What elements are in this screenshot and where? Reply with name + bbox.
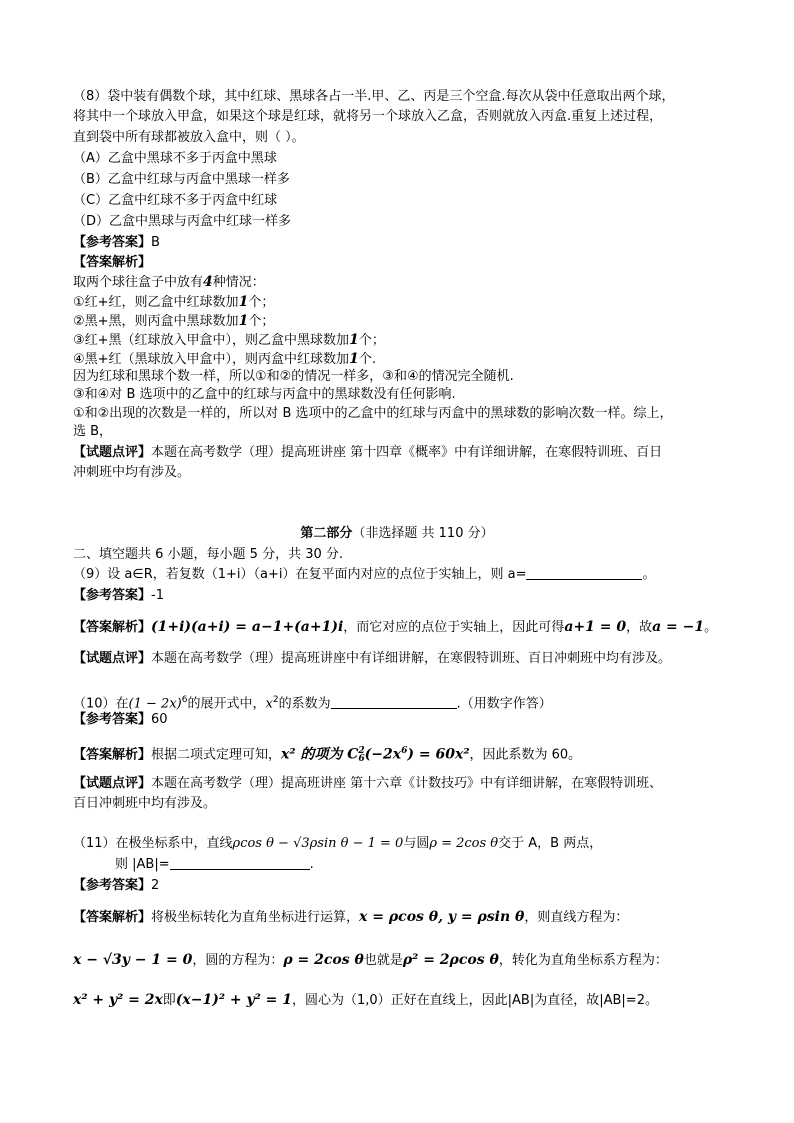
number: 1	[349, 332, 359, 348]
formula: )	[407, 746, 415, 763]
text: 根据二项式定理可知，	[151, 747, 282, 763]
comment-label: 【试题点评】	[73, 445, 152, 460]
q8-analysis-label: 【答案解析】	[73, 255, 152, 270]
q8-analysis-line-4	[73, 330, 385, 351]
text: ，圆心为（1,0）正好在直线上，因此|AB|为直径，故|AB|=2。	[291, 993, 658, 1008]
answer-label: 【参考答案】	[73, 588, 152, 603]
text: ，而它对应的点位于实轴上，因此可得	[343, 620, 565, 635]
formula: (1+i)(a+i) = a−1+(a+1)i	[151, 619, 344, 635]
text: （11）在极坐标系中，直线	[73, 836, 233, 851]
text: ，因此系数为 60。	[469, 747, 582, 763]
number: 1	[238, 294, 249, 310]
q10-comment-line-1	[73, 774, 662, 794]
comment-text: 本题在高考数学（理）提高班讲座 第十六章《计数技巧》中有详细讲解，在寒假特训班、	[151, 776, 663, 791]
q10-answer	[73, 710, 168, 730]
comment-label: 【试题点评】	[73, 776, 152, 791]
q8-analysis-line-8: ①和②出现的次数是一样的，所以对 B 选项中的乙盒中的红球与丙盒中的黑球数的影响次数一样。综上，	[73, 406, 673, 421]
formula: x = ρcos θ, y = ρsin θ	[359, 909, 525, 925]
exponent: 6	[401, 746, 408, 756]
formula: ρcos θ − √3ρsin θ − 1 = 0	[232, 836, 404, 851]
answer-value: 60	[151, 712, 168, 727]
answer-blank	[170, 856, 310, 870]
text: ，圆的方程为：	[192, 953, 284, 968]
text: 则 |AB|=	[115, 857, 170, 872]
q8-analysis-line-3	[73, 311, 274, 332]
formula: (1 − 2x)	[128, 696, 182, 712]
q11-stem-line-2	[115, 855, 314, 875]
q8-stem-line-2: 将其中一个球放入甲盒，如果这个球是红球，就将另一个球放入乙盒，否则就放入丙盒.重复上述过程，	[73, 109, 663, 124]
q8-option-c: （C）乙盒中红球不多于丙盒中红球	[73, 193, 278, 208]
answer-label: 【参考答案】	[73, 235, 152, 250]
text: 个；	[358, 333, 385, 348]
q11-analysis-line-3	[73, 990, 658, 1011]
comment-text: 本题在高考数学（理）提高班讲座中有详细讲解，在寒假特训班、百日冲刺班中均有涉及。	[151, 651, 672, 666]
q9-stem	[73, 565, 655, 585]
text: ④黑+红（黑球放入甲盒中），则丙盒中红球数加	[73, 352, 350, 367]
q8-stem-line-3: 直到袋中所有球都被放入盒中，则（ ）。	[73, 130, 305, 145]
q8-stem-line-1: （8）袋中装有偶数个球，其中红球、黑球各占一半.甲、乙、丙是三个空盒.每次从袋中任意取出两个球，	[73, 89, 675, 104]
q9-stem-text: （9）设 a∈R，若复数（1+i）（a+i）在复平面内对应的点位于实轴上，则 a=	[73, 567, 527, 582]
q11-analysis-line-2	[73, 950, 668, 971]
q8-answer	[73, 233, 160, 253]
text: ，故	[626, 620, 653, 635]
text: 即	[162, 993, 176, 1008]
answer-blank	[331, 695, 457, 709]
text: 交于 A，B 两点，	[498, 836, 603, 851]
text: （10）在	[73, 696, 129, 712]
q11-answer	[73, 876, 159, 896]
formula: (x−1)² + y² = 1	[175, 992, 292, 1008]
text: 个.	[358, 352, 376, 367]
q9-analysis	[73, 617, 717, 638]
text: 将极坐标转化为直角坐标进行运算，	[151, 910, 360, 925]
text: 取两个球往盒子中放有	[73, 275, 204, 290]
formula: x² + y² = 2x	[73, 992, 163, 1008]
q8-analysis-line-2	[73, 292, 274, 313]
formula: (−2x	[364, 746, 402, 763]
formula: x² 的项为 C	[281, 746, 359, 763]
q9-comment	[73, 649, 671, 669]
q11-stem-line-1	[73, 834, 602, 854]
text: ②黑+黑，则丙盒中黑球数加	[73, 314, 239, 329]
formula: ρ = 2cos θ	[429, 836, 499, 851]
text: 与圆	[403, 836, 430, 851]
part2-title-rest: （非选择题 共 110 分）	[352, 526, 494, 541]
answer-blank	[526, 566, 642, 580]
analysis-label: 【答案解析】	[73, 747, 152, 763]
formula: = 60x²	[414, 746, 470, 763]
text: 的系数为	[278, 696, 331, 712]
exponent: 2	[272, 695, 279, 705]
q8-comment-line-1	[73, 443, 662, 463]
q8-option-d: （D）乙盒中黑球与丙盒中红球一样多	[73, 214, 292, 229]
part2-title-bold: 第二部分	[300, 526, 353, 541]
q9-answer	[73, 586, 164, 606]
q10-analysis	[73, 741, 581, 765]
text: 个；	[248, 314, 275, 329]
answer-label: 【参考答案】	[73, 712, 152, 727]
q9-stem-end: 。	[642, 567, 656, 582]
text: .	[309, 857, 314, 872]
part2-intro: 二、填空题共 6 小题，每小题 5 分，共 30 分.	[73, 547, 344, 562]
text: 个；	[248, 295, 275, 310]
q8-option-a: （A）乙盒中黑球不多于丙盒中黑球	[73, 151, 277, 166]
analysis-label: 【答案解析】	[73, 620, 152, 635]
binomial-bottom: 6	[358, 754, 365, 765]
text: 。	[704, 620, 718, 635]
binomial-top: 2	[358, 746, 365, 757]
formula: ρ² = 2ρcos θ	[402, 952, 499, 968]
exponent: 6	[181, 695, 188, 705]
number: 1	[238, 313, 249, 329]
answer-value: -1	[151, 588, 164, 603]
analysis-label: 【答案解析】	[73, 910, 152, 925]
answer-label: 【参考答案】	[73, 878, 152, 893]
q11-analysis-line-1	[73, 907, 628, 928]
formula: a = −1	[652, 619, 705, 635]
formula: x	[265, 696, 273, 712]
text: 种情况：	[212, 275, 265, 290]
q10-comment-line-2: 百日冲刺班中均有涉及。	[73, 796, 217, 811]
number: 4	[203, 274, 213, 290]
text: ①红+红，则乙盒中红球数加	[73, 295, 239, 310]
q8-analysis-line-1	[73, 272, 265, 293]
q8-analysis-line-6: 因为红球和黑球个数一样，所以①和②的情况一样多，③和④的情况完全随机.	[73, 369, 514, 384]
formula: a+1 = 0	[564, 619, 627, 635]
q8-option-b: （B）乙盒中红球与丙盒中黑球一样多	[73, 172, 290, 187]
text: 的展开式中，	[187, 696, 266, 712]
text: 也就是	[363, 953, 403, 968]
answer-value: 2	[151, 878, 160, 893]
q8-analysis-line-7: ③和④对 B 选项中的乙盒中的红球与丙盒中的黑球数没有任何影响.	[73, 387, 456, 402]
text: .（用数字作答）	[456, 696, 552, 712]
number: 1	[349, 351, 359, 367]
comment-label: 【试题点评】	[73, 651, 152, 666]
text: ③红+黑（红球放入甲盒中），则乙盒中黑球数加	[73, 333, 350, 348]
text: ，则直线方程为：	[524, 910, 629, 925]
q8-analysis-line-9: 选 B，	[73, 424, 113, 439]
answer-value: B	[151, 235, 160, 250]
text: ，转化为直角坐标系方程为：	[498, 953, 668, 968]
formula: x − √3y − 1 = 0	[73, 952, 193, 968]
q8-comment-line-2: 冲刺班中均有涉及。	[73, 465, 191, 480]
part2-title	[0, 524, 794, 544]
comment-text: 本题在高考数学（理）提高班讲座 第十四章《概率》中有详细讲解，在寒假特训班、百日	[151, 445, 663, 460]
formula: ρ = 2cos θ	[283, 952, 364, 968]
